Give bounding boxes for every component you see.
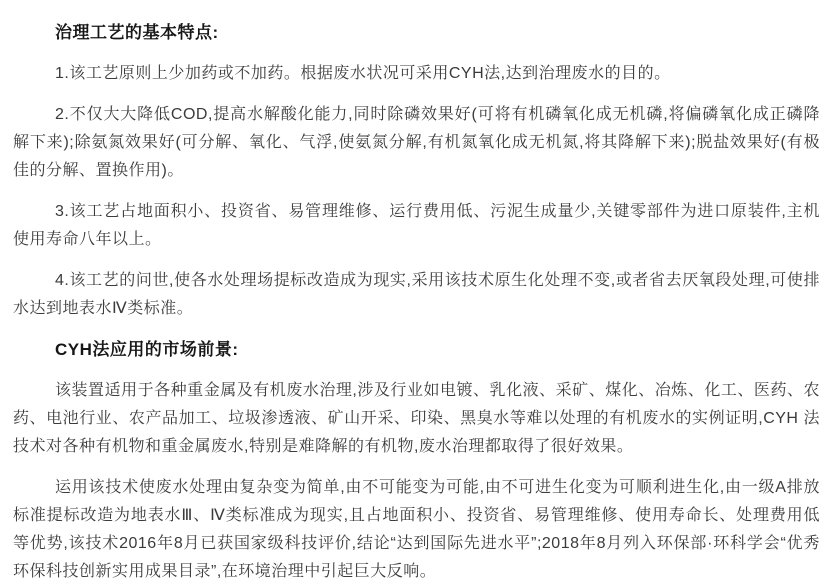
paragraph-feature-4: 4.该工艺的问世,使各水处理场提标改造成为现实,采用该技术原生化处理不变,或者省去厌氧段处理,可使排水达到地表水Ⅳ类标准。 (13, 272, 820, 317)
paragraph-feature-3: 3.该工艺占地面积小、投资省、易管理维修、运行费用低、污泥生成量少,关键零部件为进口原装件,主机使用寿命八年以上。 (13, 203, 820, 248)
heading-process-features: 治理工艺的基本特点: (55, 23, 219, 42)
paragraph-applications: 该装置适用于各种重金属及有机废水治理,涉及行业如电镀、乳化液、采矿、煤化、冶炼、化工、医药、农药、电池行业、农产品加工、垃圾渗透液、矿山开采、印染、黑臭水等难以处理的有机废水的实例证明,CYH 法技术对各种有机物和重金属废水,特别是难降解的有机物,废水治理都取得了很好效果。 (13, 382, 820, 455)
paragraph-feature-1: 1.该工艺原则上少加药或不加药。根据废水状况可采用CYH法,达到治理废水的目的。 (55, 65, 671, 82)
paragraph-feature-2: 2.不仅大大降低COD,提高水解酸化能力,同时除磷效果好(可将有机磷氧化成无机磷,将偏磷氧化成正磷降解下来);除氨氮效果好(可分解、氧化、气浮,使氨氮分解,有机氮氧化成无机氮,将其降解下来);脱盐效果好(有极佳的分解、置换作用)。 (13, 106, 820, 179)
heading-market-prospects: CYH法应用的市场前景: (55, 340, 239, 359)
paragraph-achievements: 运用该技术使废水处理由复杂变为简单,由不可能变为可能,由不可进生化变为可顺利进生化,由一级A排放标准提标改造为地表水Ⅲ、Ⅳ类标准成为现实,且占地面积小、投资省、易管理维修、使用寿命长、处理费用低等优势,该技术2016年8月已获国家级科技评价,结论“达到国际先进水平”;2018年8月列入环保部·环科学会“优秀环保科技创新实用成果目录”,在环境治理中引起巨大反响。 (13, 479, 820, 580)
